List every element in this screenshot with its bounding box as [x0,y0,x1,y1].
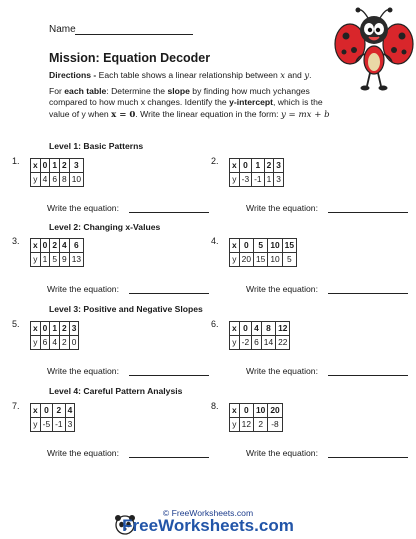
write-equation-label: Write the equation: [246,448,318,458]
instr-part: . Write the linear equation in the form: [135,108,281,119]
footer-brand: FreeWorksheets.com [122,516,294,535]
x-value-cell: 0 [40,322,50,336]
function-table [30,321,79,350]
write-equation-label: Write the equation: [47,203,119,213]
y-value-cell: 6 [252,336,262,350]
directions-part: . [309,70,312,80]
y-value-cell: 2 [254,418,268,432]
table-header-y: y [230,173,240,187]
equation-answer-line[interactable] [129,293,209,294]
y-value-cell: 14 [261,336,275,350]
y-value-cell: 10 [268,253,282,267]
instr-bold: y-intercept [229,97,274,108]
table-header-x: x [230,322,240,336]
table-header-x: x [230,159,240,173]
y-value-cell: 9 [60,253,70,267]
function-table [229,158,284,187]
level-heading: Level 3: Positive and Negative Slopes [49,304,203,314]
x-value-cell: 4 [60,239,70,253]
table-header-y: y [230,336,240,350]
x-value-cell: 0 [40,404,52,418]
var-x: x [280,71,286,81]
y-value-cell: 13 [69,253,83,267]
write-equation-label: Write the equation: [246,284,318,294]
directions-part: and [285,70,305,80]
x-value-cell: 10 [254,404,268,418]
x-value-cell: 8 [261,322,275,336]
equation-answer-line[interactable] [328,457,408,458]
function-table [30,403,75,432]
x-value-cell: 15 [282,239,296,253]
y-value-cell: 5 [50,253,60,267]
table-header-y: y [31,336,41,350]
x-value-cell: 0 [239,404,253,418]
table-header-y: y [230,253,240,267]
y-value-cell: 1 [40,253,50,267]
x-value-cell: 10 [268,239,282,253]
y-value-cell: 10 [69,173,83,187]
y-value-cell: 4 [50,336,60,350]
y-value-cell: -8 [268,418,282,432]
table-header-y: y [230,418,240,432]
y-value-cell: -2 [239,336,251,350]
x-value-cell: 0 [40,239,50,253]
y-value-cell: 2 [60,336,70,350]
directions-lead: Directions - [49,70,97,80]
x-value-cell: 12 [276,322,290,336]
y-value-cell: 8 [60,173,70,187]
x-value-cell: 4 [252,322,262,336]
table-header-y: y [31,253,41,267]
ladybug-illustration [334,4,414,94]
y-value-cell: 3 [274,173,284,187]
table-header-x: x [230,239,240,253]
problem-number: 1. [12,156,20,166]
function-table [229,238,297,267]
problem-number: 5. [12,319,20,329]
y-value-cell: 6 [50,173,60,187]
x-value-cell: 1 [252,159,264,173]
instr-bold: slope [167,86,190,96]
instr-part: For [49,86,65,96]
table-header-y: y [31,173,41,187]
y-value-cell: 22 [276,336,290,350]
name-field[interactable] [75,34,193,35]
x-value-cell: 3 [274,159,284,173]
equation-form: y = mx + b [280,109,330,120]
x-value-cell: 0 [239,159,251,173]
table-header-x: x [31,404,41,418]
equation-answer-line[interactable] [129,375,209,376]
table-header-x: x [31,322,41,336]
y-value-cell: 12 [239,418,253,432]
write-equation-label: Write the equation: [47,448,119,458]
equation-answer-line[interactable] [328,375,408,376]
y-value-cell: -1 [252,173,264,187]
y-value-cell: 3 [65,418,75,432]
level-heading: Level 1: Basic Patterns [49,141,144,151]
directions-text [49,70,339,82]
instr-math: x = 0 [111,109,136,120]
x-value-cell: 6 [69,239,83,253]
x-value-cell: 0 [239,239,253,253]
y-value-cell: 15 [254,253,268,267]
write-equation-label: Write the equation: [246,203,318,213]
y-value-cell: 0 [69,336,79,350]
x-value-cell: 2 [50,239,60,253]
table-header-x: x [31,159,41,173]
equation-answer-line[interactable] [129,457,209,458]
problem-number: 4. [211,236,219,246]
x-value-cell: 3 [69,322,79,336]
x-value-cell: 2 [264,159,274,173]
problem-number: 7. [12,401,20,411]
x-value-cell: 2 [60,159,70,173]
table-header-x: x [31,239,41,253]
footer-copyright: © FreeWorksheets.com [162,508,254,518]
x-value-cell: 20 [268,404,282,418]
write-equation-label: Write the equation: [47,366,119,376]
directions-part: Each table shows a linear relationship between [96,70,281,80]
y-value-cell: 20 [239,253,253,267]
equation-answer-line[interactable] [328,212,408,213]
x-value-cell: 1 [50,159,60,173]
y-value-cell: 4 [40,173,50,187]
equation-answer-line[interactable] [129,212,209,213]
table-header-y: y [31,418,41,432]
level-heading: Level 4: Careful Pattern Analysis [49,386,183,396]
write-equation-label: Write the equation: [246,366,318,376]
equation-answer-line[interactable] [328,293,408,294]
var-y: y [304,71,310,81]
function-table [30,238,84,267]
problem-number: 3. [12,236,20,246]
x-value-cell: 5 [254,239,268,253]
instr-bold: each table [64,86,107,96]
instr-part: by finding how much ychanges compared to how much x changes. Identify the [49,86,310,108]
instr-part: , which is the value of y when [49,97,323,119]
write-equation-label: Write the equation: [47,284,119,294]
function-table [229,321,290,350]
x-value-cell: 4 [65,404,75,418]
function-table [30,158,84,187]
y-value-cell: 5 [282,253,296,267]
y-value-cell: 6 [40,336,50,350]
y-value-cell: -5 [40,418,52,432]
instructions-text [49,86,339,121]
level-heading: Level 2: Changing x-Values [49,222,161,232]
problem-number: 8. [211,401,219,411]
name-label: Name [49,24,76,35]
y-value-cell: -3 [239,173,251,187]
x-value-cell: 0 [40,159,50,173]
problem-number: 6. [211,319,219,329]
worksheet-title: Mission: Equation Decoder [49,51,211,65]
y-value-cell: -1 [53,418,65,432]
y-value-cell: 1 [264,173,274,187]
x-value-cell: 1 [50,322,60,336]
x-value-cell: 2 [53,404,65,418]
problem-number: 2. [211,156,219,166]
instr-part: : Determine the [106,86,168,96]
x-value-cell: 3 [69,159,83,173]
x-value-cell: 2 [60,322,70,336]
function-table [229,403,283,432]
table-header-x: x [230,404,240,418]
x-value-cell: 0 [239,322,251,336]
